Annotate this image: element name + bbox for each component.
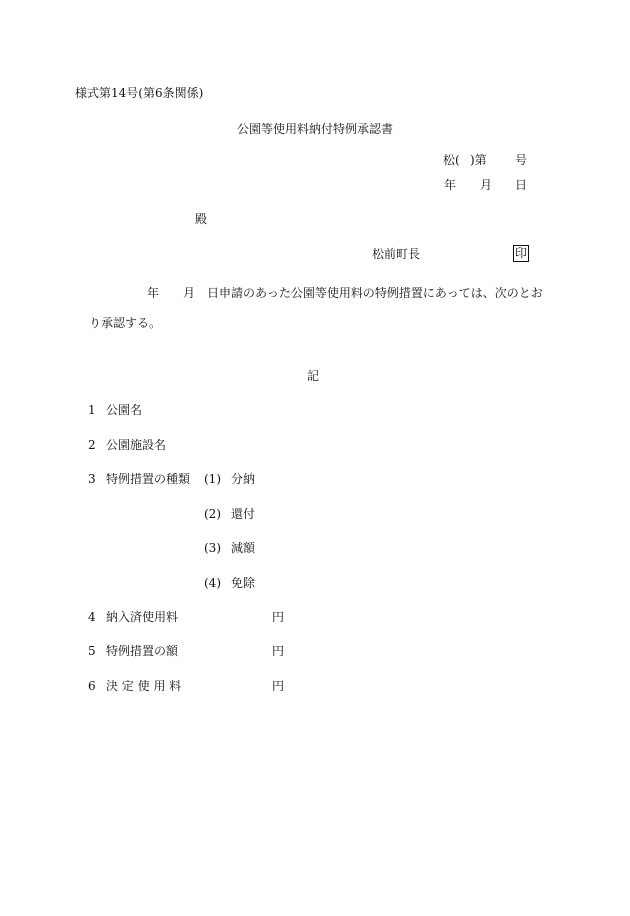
body-month: 月 — [183, 286, 196, 300]
item-number: 4 — [88, 610, 96, 624]
body-line1: 日申請のあった公園等使用料の特例措置にあっては、次のとお — [207, 286, 543, 300]
item-number: 1 — [88, 403, 96, 417]
option-label: 還付 — [231, 507, 256, 521]
item-label: 特例措置の種類 — [106, 472, 191, 486]
item-number: 6 — [88, 679, 96, 693]
issuer-name: 松前町長 — [372, 247, 421, 261]
item-number: 3 — [88, 472, 96, 486]
option-number: (2) — [204, 507, 221, 521]
item-label: 特例措置の額 — [106, 644, 179, 658]
item-number: 2 — [88, 438, 96, 452]
body-year: 年 — [147, 286, 160, 300]
option-number: (1) — [204, 472, 221, 486]
item-unit: 円 — [272, 679, 285, 693]
item-number: 5 — [88, 644, 96, 658]
date-year: 年 — [444, 178, 457, 192]
body-line2: り承認する。 — [89, 316, 162, 330]
item-label: 決 定 使 用 料 — [106, 679, 182, 693]
doc-number-close: )第 — [470, 153, 487, 167]
option-label: 減額 — [231, 541, 256, 555]
option-label: 免除 — [231, 576, 256, 590]
doc-number-suffix: 号 — [515, 153, 528, 167]
date-month: 月 — [480, 178, 493, 192]
item-unit: 円 — [272, 610, 285, 624]
seal-mark: 印 — [514, 246, 527, 260]
item-label: 公園施設名 — [106, 438, 167, 452]
document-title: 公園等使用料納付特例承認書 — [237, 122, 394, 136]
option-label: 分納 — [231, 472, 256, 486]
doc-number-prefix: 松( — [443, 153, 460, 167]
ki-heading: 記 — [307, 369, 320, 383]
addressee-suffix: 殿 — [195, 212, 208, 226]
date-day: 日 — [515, 178, 528, 192]
form-number: 様式第14号(第6条関係) — [75, 86, 204, 100]
item-label: 公園名 — [106, 403, 143, 417]
option-number: (4) — [204, 576, 221, 590]
item-unit: 円 — [272, 644, 285, 658]
option-number: (3) — [204, 541, 221, 555]
item-label: 納入済使用料 — [106, 610, 179, 624]
